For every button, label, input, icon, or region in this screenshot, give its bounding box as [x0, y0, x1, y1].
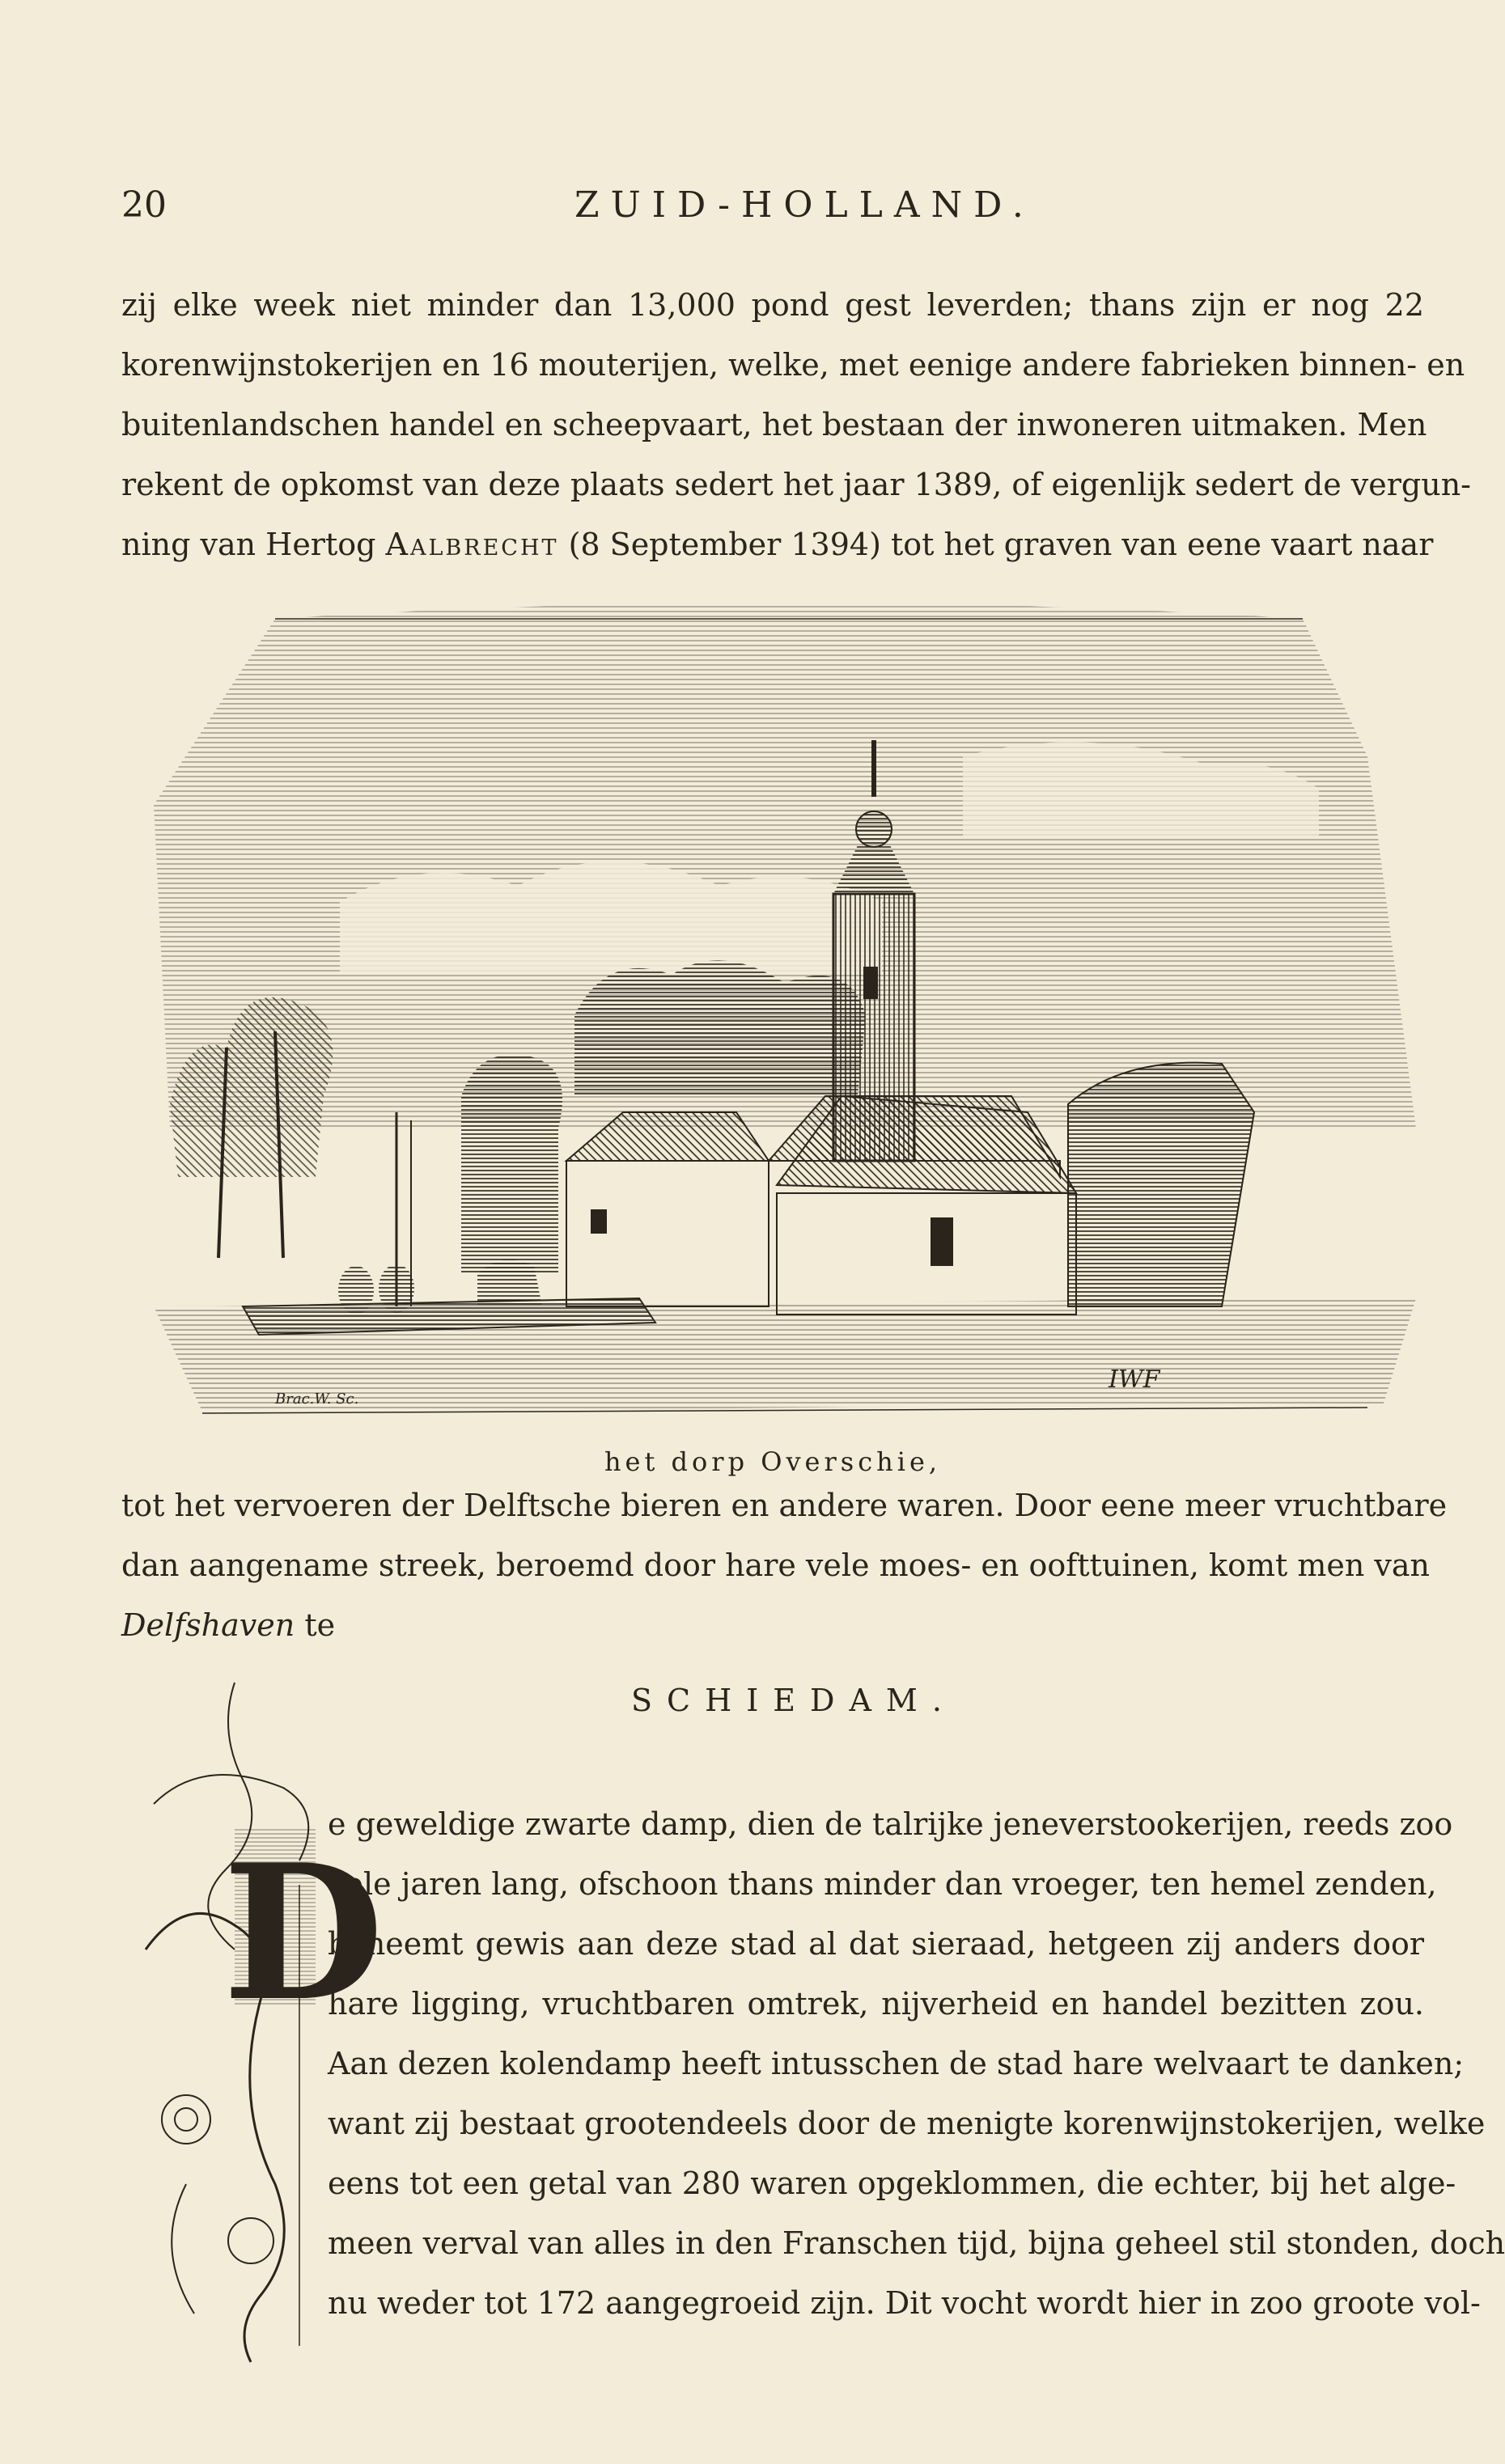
text-line: hare ligging, vruchtbaren omtrek, nijverheid en handel bezitten zou. — [328, 1986, 1424, 2022]
text-line: eens tot een getal van 280 waren opgeklommen, die echter, bij het alge- — [328, 2166, 1456, 2201]
text-line: tot het vervoeren der Delftsche bieren en andere waren. Door eene meer vruchtbare — [121, 1488, 1448, 1523]
section-body — [328, 1794, 1505, 2333]
text-fragment: (8 September 1394) tot het graven van eene vaart naar — [558, 527, 1434, 562]
text-line — [121, 514, 1434, 574]
text-fragment: te — [295, 1607, 336, 1643]
text-line: rekent de opkomst van deze plaats sedert het jaar 1389, of eigenlijk sedert de vergun- — [121, 467, 1472, 502]
place-name: Delfshaven — [121, 1607, 295, 1643]
engraver-signature-right: IWF — [1109, 1365, 1160, 1394]
engraver-signature-left: Brac.W. Sc. — [275, 1391, 359, 1408]
text-line: vele jaren lang, ofschoon thans minder dan vroeger, ten hemel zenden, — [328, 1866, 1437, 1902]
illustration-caption: het dorp Overschie, — [604, 1446, 942, 1477]
page-header — [121, 184, 1400, 241]
text-line: dan aangename streek, beroemd door hare vele moes- en oofttuinen, komt men van — [121, 1547, 1431, 1583]
engraving-overschie — [154, 595, 1416, 1428]
text-line: korenwijnstokerijen en 16 mouterijen, welke, met eenige andere fabrieken binnen- en — [121, 347, 1465, 383]
text-line: e geweldige zwarte damp, dien de talrijke jeneverstookerijen, reeds zoo — [328, 1806, 1453, 1842]
paragraph-middle — [121, 1475, 1448, 1655]
initial-letter: D — [223, 1824, 384, 2043]
text-line: buitenlandschen handel en scheepvaart, het bestaan der inwoneren uitmaken. Men — [121, 407, 1427, 442]
paragraph-top — [121, 275, 1472, 574]
text-line: beneemt gewis aan deze stad al dat sieraad, hetgeen zij anders door — [328, 1926, 1424, 1962]
section-heading: SCHIEDAM. — [631, 1683, 956, 1718]
text-line: zij elke week niet minder dan 13,000 pond gest leverden; thans zijn er nog 22 — [121, 287, 1424, 323]
text-line: nu weder tot 172 aangegroeid zijn. Dit vocht wordt hier in zoo groote vol- — [328, 2285, 1481, 2321]
text-line: want zij bestaat grootendeels door de menigte korenwijnstokerijen, welke — [328, 2106, 1486, 2141]
text-line — [121, 1595, 1424, 1655]
person-name: Aalbrecht — [385, 527, 559, 562]
text-line: Aan dezen kolendamp heeft intusschen de stad hare welvaart te danken; — [328, 2046, 1465, 2081]
text-line: meen verval van alles in den Franschen tijd, bijna geheel stil stonden, doch — [328, 2225, 1505, 2261]
text-fragment: ning van Hertog — [121, 527, 386, 562]
decorated-initial — [138, 1683, 384, 2362]
page-number: 20 — [121, 184, 167, 226]
running-title: ZUID-HOLLAND. — [574, 184, 1035, 226]
